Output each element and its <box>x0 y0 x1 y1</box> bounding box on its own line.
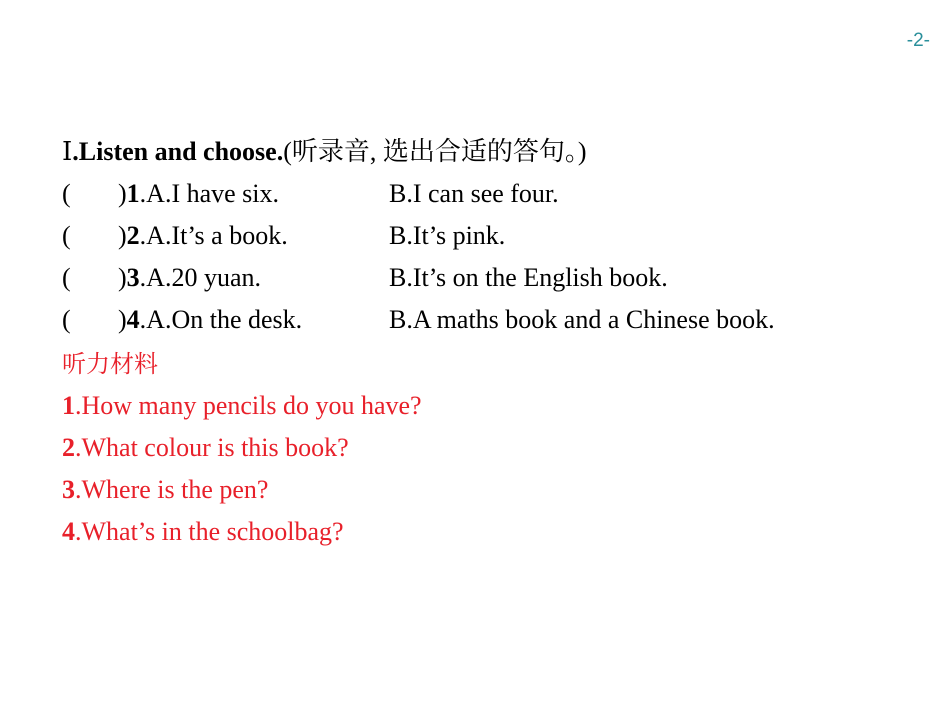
answer-blank-close: ) <box>118 179 127 208</box>
question-1-option-a <box>118 176 279 212</box>
question-number: 3 <box>126 263 140 292</box>
section-title-chinese: (听录音, 选出合适的答句。) <box>283 137 587 166</box>
line-text: .What’s in the schoolbag? <box>75 517 344 546</box>
page-number: -2- <box>906 30 930 51</box>
listening-material-title: 听力材料 <box>62 350 158 378</box>
exercise-section <box>62 134 932 554</box>
line-number: 1 <box>62 391 75 420</box>
question-number: 1 <box>126 179 140 208</box>
line-text: .What colour is this book? <box>75 433 349 462</box>
listening-line-2 <box>62 428 932 470</box>
line-number: 2 <box>62 433 75 462</box>
section-roman-numeral: Ⅰ <box>62 137 73 166</box>
question-2-option-b: B.It’s pink. <box>389 221 506 250</box>
line-text: .Where is the pen? <box>75 475 269 504</box>
answer-blank-close: ) <box>118 221 127 250</box>
question-row-4 <box>62 302 932 344</box>
line-number: 4 <box>62 517 75 546</box>
question-row-1 <box>62 176 932 218</box>
question-3-option-a <box>118 260 261 296</box>
option-a-text: .A.On the desk. <box>139 305 303 334</box>
answer-blank-open: ( <box>62 305 71 334</box>
answer-blank-open: ( <box>62 179 71 208</box>
question-4-option-a <box>118 302 302 338</box>
question-row-2 <box>62 218 932 260</box>
question-number: 2 <box>126 221 140 250</box>
option-a-text: .A.I have six. <box>139 179 280 208</box>
listening-line-1 <box>62 386 932 428</box>
listening-line-4 <box>62 512 932 554</box>
answer-blank-close: ) <box>118 305 127 334</box>
listening-material <box>62 344 932 554</box>
question-2-option-a <box>118 218 288 254</box>
question-number: 4 <box>126 305 140 334</box>
option-a-text: .A.20 yuan. <box>139 263 261 292</box>
question-3-option-b: B.It’s on the English book. <box>389 263 668 292</box>
listening-line-3 <box>62 470 932 512</box>
line-number: 3 <box>62 475 75 504</box>
section-heading <box>62 134 932 176</box>
answer-blank-close: ) <box>118 263 127 292</box>
question-1-option-b: B.I can see four. <box>389 179 559 208</box>
option-a-text: .A.It’s a book. <box>139 221 288 250</box>
question-4-option-b: B.A maths book and a Chinese book. <box>389 305 775 334</box>
answer-blank-open: ( <box>62 221 71 250</box>
answer-blank-open: ( <box>62 263 71 292</box>
question-row-3 <box>62 260 932 302</box>
section-title-english: .Listen and choose. <box>72 137 284 166</box>
line-text: .How many pencils do you have? <box>75 391 422 420</box>
